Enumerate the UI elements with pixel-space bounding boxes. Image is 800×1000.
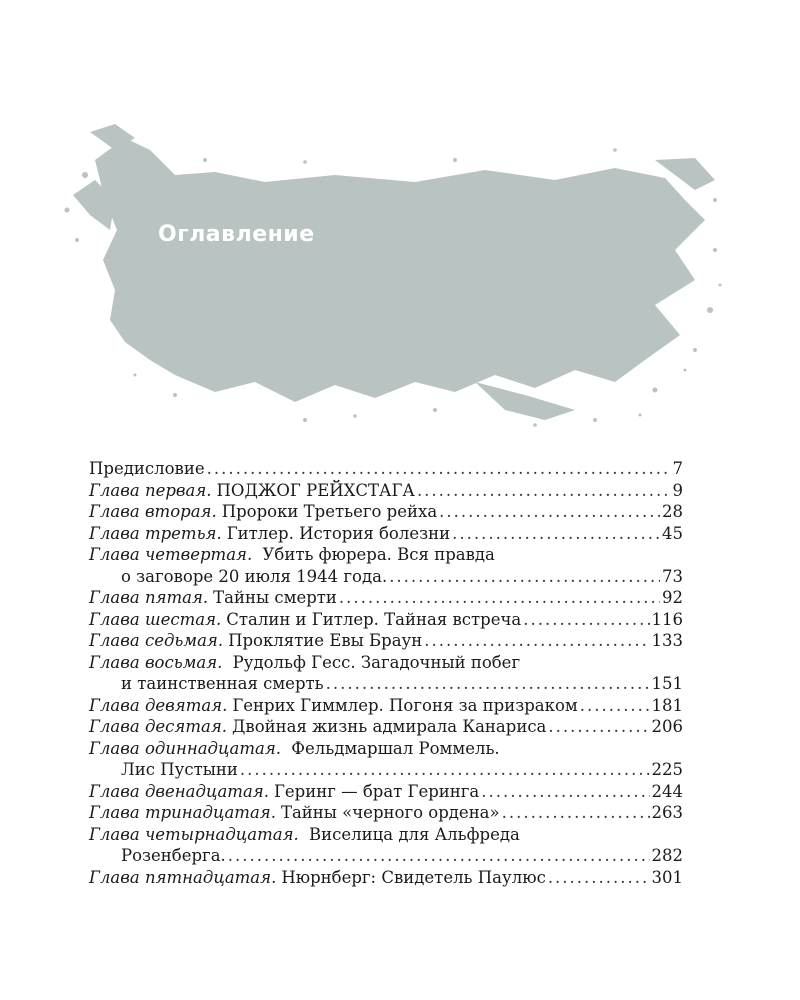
dot-leader (481, 781, 649, 803)
toc-entry-label: Глава четвертая. (89, 545, 253, 564)
dot-leader (240, 759, 650, 781)
toc-entry-title: Фельдмаршал Роммель. (291, 738, 500, 758)
toc-entry-page: 263 (651, 803, 683, 822)
dot-leader (417, 480, 671, 502)
toc-entry-label: Глава десятая. (89, 717, 227, 736)
toc-entry[interactable] (89, 587, 683, 609)
toc-entry-label: Глава четырнадцатая. (89, 824, 299, 844)
toc-entry-title: Генрих Гиммлер. Погоня за призраком (232, 695, 578, 715)
toc-entry-page: 92 (662, 588, 683, 607)
toc-entry-page: 225 (651, 760, 683, 779)
toc-entry-page: 116 (651, 609, 683, 629)
toc-entry-title: Гитлер. История болезни (226, 523, 451, 543)
dot-leader (523, 609, 649, 631)
table-of-contents (89, 458, 683, 888)
toc-entry-title-continued: и таинственная смерть (121, 674, 324, 693)
toc-entry-title: ПОДЖОГ РЕЙХСТАГА (216, 480, 415, 500)
toc-entry-title: Тайны смерти (213, 588, 337, 607)
heading-banner (55, 120, 725, 440)
toc-entry[interactable] (89, 630, 683, 652)
dot-leader (452, 523, 660, 545)
toc-entry[interactable] (89, 523, 683, 545)
toc-entry-page: 133 (651, 631, 683, 650)
toc-entry-label: Глава девятая. (89, 695, 228, 715)
dot-leader (389, 566, 660, 588)
toc-entry[interactable] (89, 738, 683, 781)
dot-leader (339, 587, 660, 609)
toc-entry-label: Глава пятая. (89, 588, 209, 607)
dot-leader (439, 501, 660, 523)
toc-entry[interactable] (89, 781, 683, 803)
toc-entry-label: Глава восьмая. (89, 652, 223, 672)
toc-entry-title: Проклятие Евы Браун (228, 631, 423, 650)
toc-entry-page: 45 (662, 523, 683, 543)
toc-entry-title: Двойная жизнь адмирала Канариса (232, 717, 547, 736)
toc-entry-title: Убить фюрера. Вся правда (262, 545, 495, 564)
toc-entry-title: Виселица для Альфреда (309, 824, 520, 844)
dot-leader (502, 802, 650, 824)
toc-entry[interactable] (89, 695, 683, 717)
toc-entry-title: Пророки Третьего рейха (221, 502, 438, 521)
toc-entry-label: Глава вторая. (89, 502, 217, 521)
toc-entry-title-continued: Розенберга. (121, 846, 226, 865)
toc-entry-page: 7 (672, 459, 683, 478)
dot-leader (580, 695, 650, 717)
dot-leader (228, 845, 650, 867)
toc-entry-title-continued: о заговоре 20 июля 1944 года. (121, 566, 388, 586)
toc-entry-page: 244 (651, 781, 683, 801)
page-title: Оглавление (158, 222, 315, 247)
dot-leader (548, 716, 649, 738)
toc-entry-title: Нюрнберг: Свидетель Паулюс (281, 867, 546, 887)
toc-entry-page: 9 (672, 480, 683, 500)
toc-entry[interactable] (89, 458, 683, 480)
toc-entry-label: Глава тринадцатая. (89, 803, 276, 822)
dot-leader (548, 867, 650, 889)
toc-entry-label: Глава шестая. (89, 609, 222, 629)
toc-entry-page: 301 (651, 867, 683, 887)
toc-entry-label: Глава седьмая. (89, 631, 224, 650)
toc-entry-label: Глава одиннадцатая. (89, 738, 282, 758)
toc-entry-page: 282 (651, 846, 683, 865)
toc-entry[interactable] (89, 802, 683, 824)
toc-entry-label: Глава третья. (89, 523, 222, 543)
toc-entry-page: 206 (651, 717, 683, 736)
toc-entry[interactable] (89, 609, 683, 631)
toc-entry[interactable] (89, 824, 683, 867)
toc-entry-title: Сталин и Гитлер. Тайная встреча (226, 609, 522, 629)
toc-entry-title: Тайны «черного ордена» (280, 803, 500, 822)
dot-leader (207, 458, 671, 480)
dot-leader (424, 630, 649, 652)
toc-entry[interactable] (89, 652, 683, 695)
dot-leader (326, 673, 650, 695)
toc-entry-page: 151 (651, 674, 683, 693)
toc-entry-label: Глава двенадцатая. (89, 781, 269, 801)
toc-entry-page: 73 (662, 566, 683, 586)
toc-entry-page: 181 (651, 695, 683, 715)
toc-entry[interactable] (89, 544, 683, 587)
toc-entry-page: 28 (662, 502, 683, 521)
toc-entry-label: Глава первая. (89, 480, 212, 500)
toc-entry-label: Глава пятнадцатая. (89, 867, 277, 887)
toc-entry-title-continued: Лис Пустыни (121, 760, 238, 779)
toc-entry[interactable] (89, 501, 683, 523)
toc-entry-title: Предисловие (89, 459, 205, 478)
toc-entry-title: Рудольф Гесс. Загадочный побег (232, 652, 521, 672)
toc-entry-title: Геринг — брат Геринга (273, 781, 480, 801)
toc-entry[interactable] (89, 480, 683, 502)
toc-entry[interactable] (89, 716, 683, 738)
toc-entry[interactable] (89, 867, 683, 889)
